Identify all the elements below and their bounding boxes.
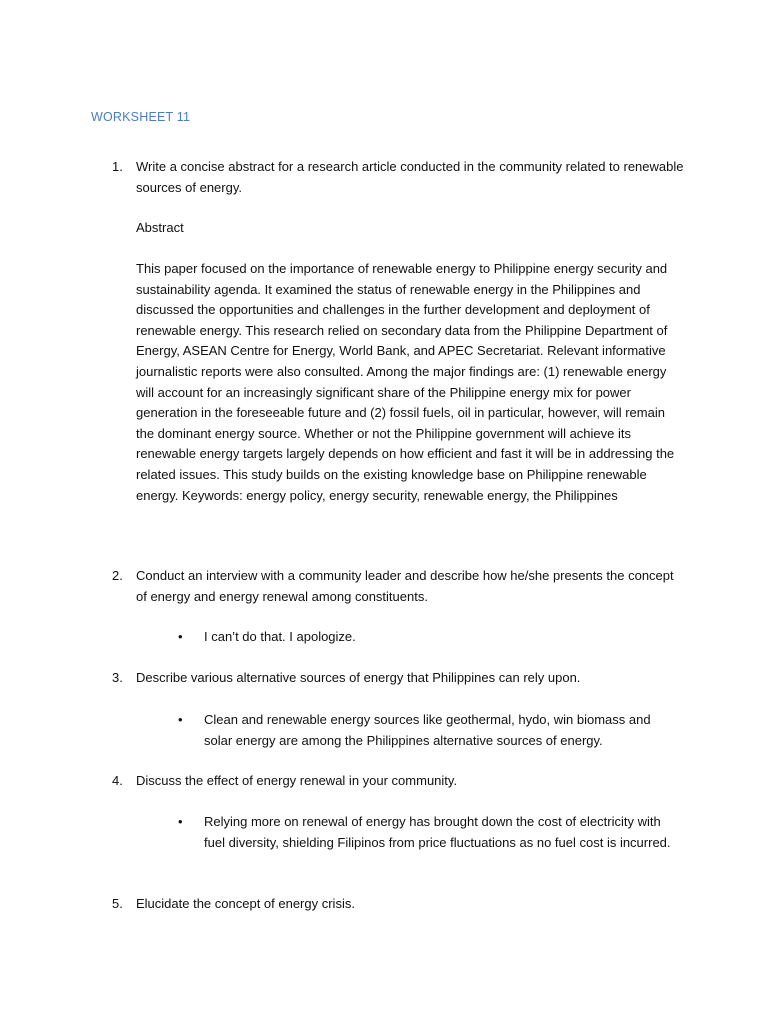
item-3-number: 3. [112, 670, 123, 685]
item-3-question: Describe various alternative sources of energy that Philippines can rely upon. [136, 670, 581, 685]
item-3-answer: Clean and renewable energy sources like geothermal, hydo, win biomass and solar energy are among the Philippines alternative sources of energy. [204, 712, 651, 748]
item-1-number: 1. [112, 159, 123, 174]
item-4-number: 4. [112, 773, 123, 788]
abstract-body: This paper focused on the importance of renewable energy to Philippine energy security and sustainability agenda. It examined the status of renewable energy in the Philippines and discussed the opportunities and challenges in the further development and deployment of renewable energy. This research relied on secondary data from the Philippine Department of Energy, ASEAN Centre for Energy, World Bank, and APEC Secretariat. Relevant informative journalistic reports were also consulted. Among the major findings are: (1) renewable energy will account for an increasingly significant share of the Philippine energy mix for power generation in the foreseeable future and (2) fossil fuels, oil in particular, however, will remain the dominant energy source. Whether or not the Philippine government will achieve its renewable energy targets largely depends on how efficient and fast it will be in addressing the related issues. This study builds on the existing knowledge base on Philippine renewable energy. Keywords: energy policy, energy security, renewable energy, the Philippines [136, 261, 675, 503]
item-5-question: Elucidate the concept of energy crisis. [136, 896, 355, 911]
item-2-question: Conduct an interview with a community leader and describe how he/she presents the concept of energy and energy renewal among constituents. [136, 568, 674, 604]
item-2-number: 2. [112, 568, 123, 583]
item-2-answer: I can’t do that. I apologize. [204, 629, 356, 644]
worksheet-title: WORKSHEET 11 [91, 110, 191, 124]
bullet-icon: • [178, 629, 183, 644]
bullet-icon: • [178, 814, 183, 829]
abstract-heading: Abstract [136, 220, 184, 235]
item-4-answer: Relying more on renewal of energy has brought down the cost of electricity with fuel diversity, shielding Filipinos from price fluctuations as no fuel cost is incurred. [204, 814, 671, 850]
item-1-question: Write a concise abstract for a research article conducted in the community related to renewable sources of energy. [136, 159, 684, 195]
item-5-number: 5. [112, 896, 123, 911]
item-4-question: Discuss the effect of energy renewal in your community. [136, 773, 458, 788]
bullet-icon: • [178, 712, 183, 727]
